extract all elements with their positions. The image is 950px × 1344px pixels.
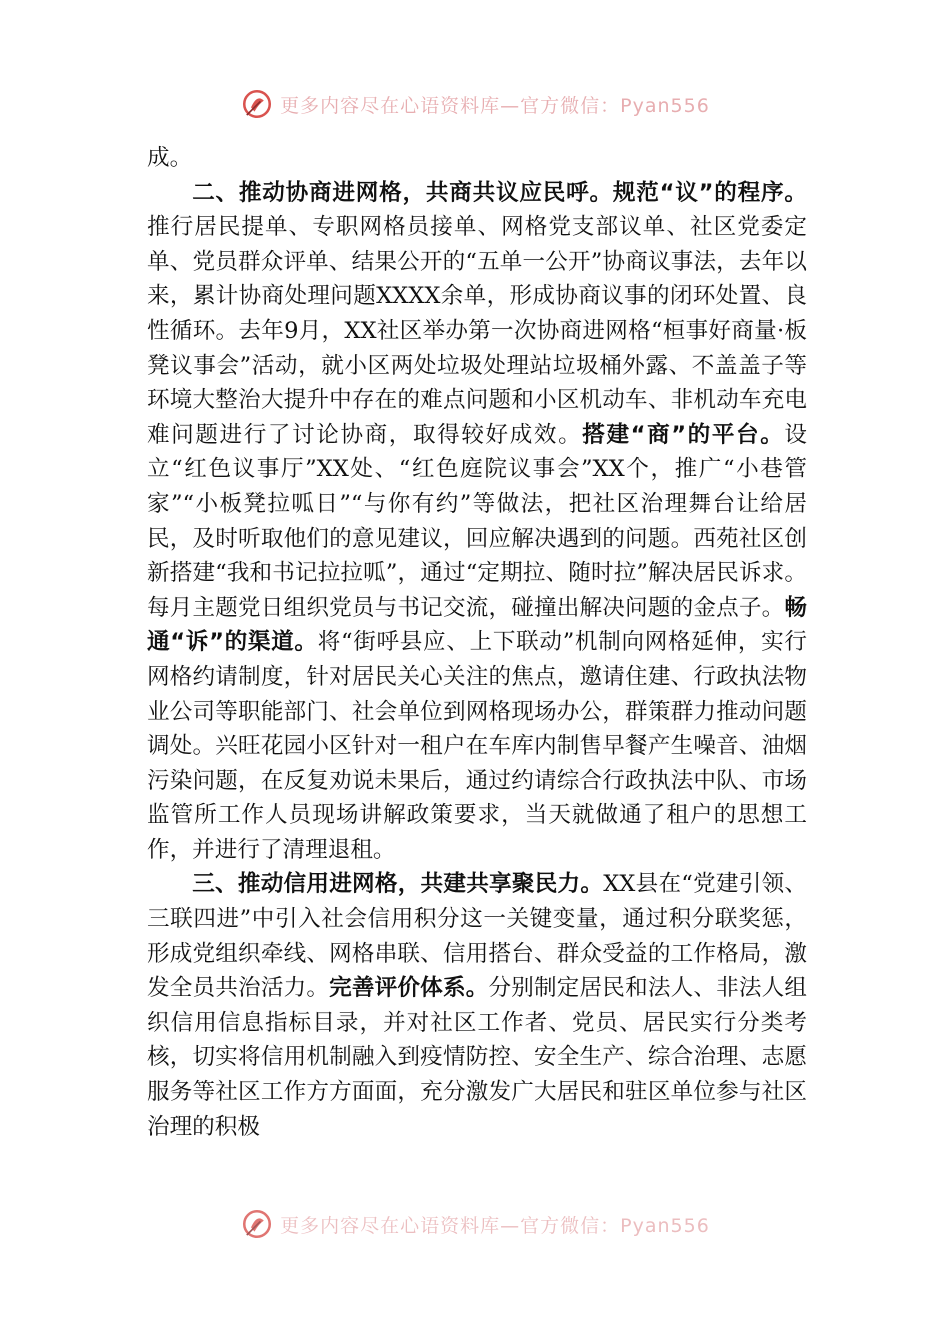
watermark-text: 更多内容尽在心语资料库—官方微信：Pyan556 [280, 1214, 710, 1237]
paragraph-section-two [147, 176, 807, 868]
paragraph-section-three [147, 867, 807, 1144]
paragraph-text: 将“街呼县应、上下联动”机制向网格延伸，实行网格约请制度，针对居民关心关注的焦点，邀请住建、行政执法物业公司等职能部门、社会单位到网格现场办公，群策群力推动问题调处。兴旺花园小区针对一租户在车库内制售早餐产生噪音、油烟污染问题，在反复劝说未果后，通过约请综合行政执法中队、市场监管所工作人员现场讲解政策要求，当天就做通了租户的思想工作，并进行了清理退租。 [147, 629, 807, 863]
paragraph-text: 分别制定居民和法人、非法人组织信用信息指标目录，并对社区工作者、党员、居民实行分类考核，切实将信用机制融入到疫情防控、安全生产、综合治理、志愿服务等社区工作方方面面，充分激发广大居民和驻区单位参与社区治理的积极 [147, 975, 808, 1140]
watermark-text: 更多内容尽在心语资料库—官方微信：Pyan556 [280, 94, 710, 117]
paragraph-text: 推行居民提单、专职网格员接单、网格党支部议单、社区党委定单、党员群众评单、结果公开的“五单一公开”协商议事法，去年以来，累计协商处理问题XXXX余单，形成协商议事的闭环处置、良性循环。去年9月，XX社区举办第一次协商进网格“桓事好商量·板凳议事会”活动，就小区两处垃圾处理站垃圾桶外露、不盖盖子等环境大整治大提升中存在的难点问题和小区机动车、非机动车充电难问题进行了讨论协商，取得较好成效。 [147, 214, 807, 448]
subsection-heading: 规范“议”的程序。 [612, 179, 807, 206]
watermark-footer [0, 1204, 950, 1244]
subsection-heading: 畅通“诉”的渠道。 [147, 594, 807, 656]
subsection-heading: 搭建“商”的平台。 [582, 421, 785, 448]
subsection-heading: 完善评价体系。 [329, 975, 489, 1002]
section-heading: 二、推动协商进网格，共商共议应民呼。 [192, 179, 613, 206]
logo-icon [240, 87, 274, 121]
paragraph-text: XX县在“党建引领、三联四进”中引入社会信用积分这一关键变量，通过积分联奖惩，形成党组织牵线、网格串联、信用搭台、群众受益的工作格局，激发全员共治活力。 [147, 871, 807, 1002]
watermark-header [0, 84, 950, 124]
logo-icon [240, 1207, 274, 1241]
paragraph-continuation: 成。 [147, 145, 193, 171]
section-heading: 三、推动信用进网格，共建共享聚民力。 [192, 871, 604, 898]
document-body [147, 141, 807, 1144]
paragraph-text: 设立“红色议事厅”XX处、“红色庭院议事会”XX个，推广“小巷管家”“小板凳拉呱日”“与你有约”等做法，把社区治理舞台让给居民，及时听取他们的意见建议，回应解决遇到的问题。西苑社区创新搭建“我和书记拉拉呱”，通过“定期拉、随时拉”解决居民诉求。每月主题党日组织党员与书记交流，碰撞出解决问题的金点子。 [147, 421, 808, 621]
